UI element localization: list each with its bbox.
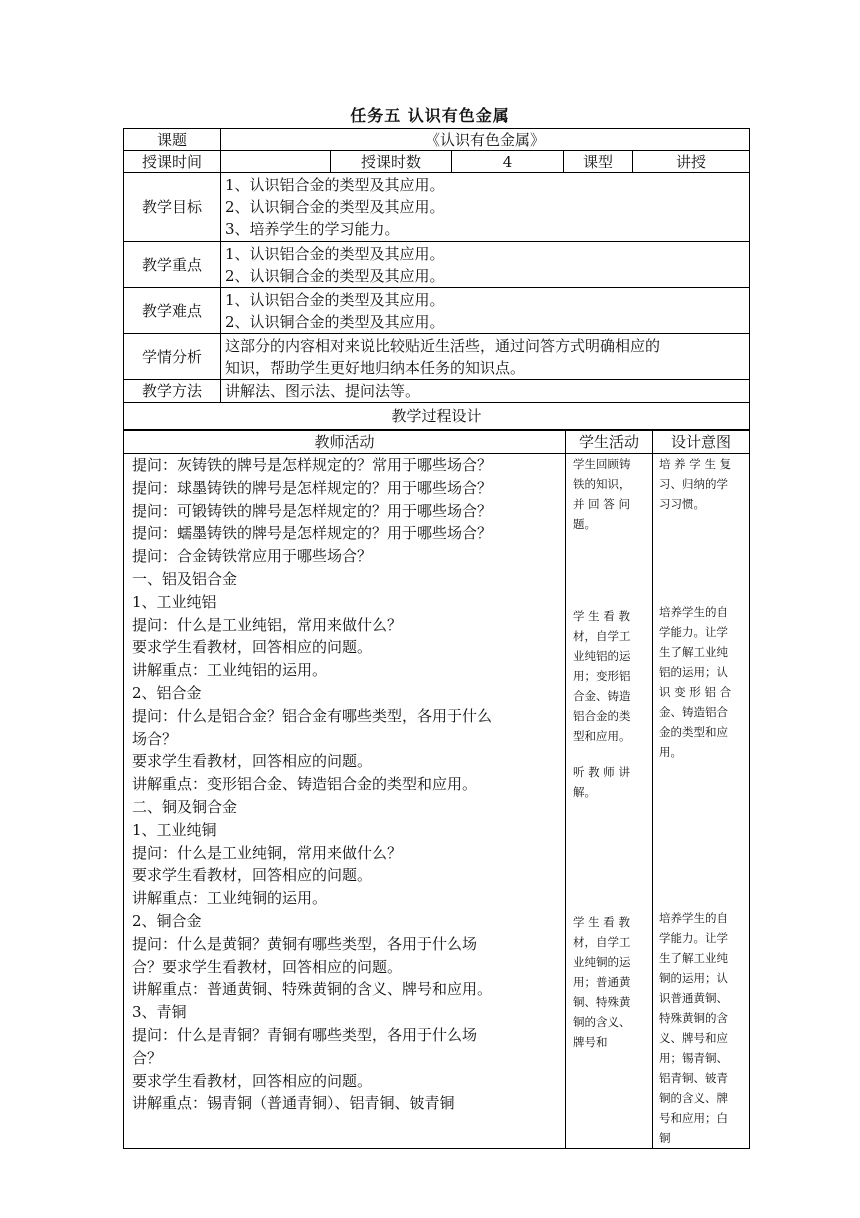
time-value	[221, 151, 331, 173]
analysis-text	[221, 334, 750, 380]
student-activity-line: 铜的含义、	[573, 1015, 631, 1029]
teacher-activity-line: 1、工业纯铝	[132, 592, 217, 611]
teacher-activity-line: 讲解重点：普通黄铜、特殊黄铜的含义、牌号和应用。	[132, 980, 493, 999]
teacher-activity-line: 合？	[132, 1048, 163, 1067]
design-intent-line: 铝青铜、铍青	[659, 1071, 728, 1085]
goal-item: 2、认识铜合金的类型及其应用。	[225, 198, 445, 216]
design-intent-line: 特殊黄铜的含	[659, 1011, 728, 1025]
design-intent-line: 学能力。让学	[659, 931, 728, 945]
design-intent-line: 培养学生的自	[659, 605, 728, 619]
process-title: 教学过程设计	[124, 403, 750, 430]
design-intent-line: 识普通黄铜、	[659, 991, 728, 1005]
teacher-activity-line: 提问：球墨铸铁的牌号是怎样规定的？用于哪些场合？	[132, 478, 493, 497]
teacher-activity-line: 要求学生看教材，回答相应的问题。	[132, 1071, 373, 1090]
student-activity-line: 业纯铝的运	[573, 649, 631, 663]
teacher-activity-line: 要求学生看教材，回答相应的问题。	[132, 638, 373, 657]
teacher-activity-line: 提问：合金铸铁常应用于哪些场合？	[132, 547, 373, 566]
student-activity-line: 学 生 看 教	[573, 915, 630, 929]
key-points-list	[221, 242, 750, 288]
student-activity-line: 并 回 答 问	[573, 497, 630, 511]
design-intent-line: 生了解工业纯	[659, 951, 728, 965]
design-intent-line: 用。	[659, 745, 682, 759]
student-activity-line: 用；普通黄	[573, 975, 631, 989]
design-intent-line: 识 变 形 铝 合	[659, 685, 732, 699]
analysis-row	[124, 334, 750, 380]
schedule-row	[124, 151, 750, 173]
teacher-activity-line: 一、铝及铝合金	[132, 569, 238, 588]
design-intent-line: 铜的运用；认	[659, 971, 728, 985]
student-activity-line: 铜、特殊黄	[573, 995, 631, 1009]
student-activity-line: 用；变形铝	[573, 669, 631, 683]
teacher-activity-line: 提问：什么是工业纯铜，常用来做什么？	[132, 843, 403, 862]
design-intent-cell	[653, 454, 750, 1149]
hours-value: 4	[452, 151, 564, 173]
design-block-aluminum	[659, 602, 745, 762]
design-intent-line: 习、归纳的学	[659, 477, 728, 491]
process-table	[123, 430, 750, 1149]
topic-value: 《认识有色金属》	[221, 129, 750, 151]
design-intent-line: 用；锡青铜、	[659, 1051, 728, 1065]
goals-list	[221, 173, 750, 242]
student-activity-line: 学 生 看 教	[573, 609, 630, 623]
student-activity-line: 合金、铸造	[573, 689, 631, 703]
design-intent-line: 学能力。让学	[659, 625, 728, 639]
teacher-activity-line: 讲解重点：变形铝合金、铸造铝合金的类型和应用。	[132, 775, 478, 794]
teacher-activity-line: 合？要求学生看教材，回答相应的问题。	[132, 957, 403, 976]
design-intent-line: 铜的含义、牌	[659, 1091, 728, 1105]
process-header-row	[124, 431, 750, 454]
col-teacher-header: 教师活动	[124, 431, 566, 454]
teacher-activity-line: 3、青铜	[132, 1003, 187, 1022]
teacher-activity-line: 提问：什么是黄铜？黄铜有哪些类型，各用于什么场	[132, 934, 478, 953]
design-block-review	[659, 454, 745, 514]
student-block-copper	[573, 912, 648, 1052]
analysis-label: 学情分析	[124, 334, 221, 380]
student-activity-line: 解。	[573, 785, 596, 799]
teacher-activity-line: 要求学生看教材，回答相应的问题。	[132, 866, 373, 885]
teacher-activity-line: 提问：灰铸铁的牌号是怎样规定的？常用于哪些场合？	[132, 456, 493, 474]
type-label: 课型	[564, 151, 633, 173]
student-activity-line: 题。	[573, 517, 596, 531]
teacher-activity-line: 2、铜合金	[132, 911, 202, 930]
design-intent-line: 培 养 学 生 复	[659, 457, 732, 471]
topic-row	[124, 129, 750, 151]
design-intent-line: 号和应用；白	[659, 1111, 728, 1125]
student-activity-cell	[566, 454, 653, 1149]
document-title: 任务五 认识有色金属	[350, 106, 510, 125]
methods-value: 讲解法、图示法、提问法等。	[221, 380, 750, 403]
lesson-plan-table	[123, 128, 750, 430]
difficulties-row	[124, 288, 750, 334]
student-activity-line	[573, 746, 648, 762]
student-activity-line: 牌号和	[573, 1035, 608, 1049]
goal-item: 1、认识铝合金的类型及其应用。	[225, 176, 445, 194]
difficulty-item: 1、认识铝合金的类型及其应用。	[225, 290, 445, 309]
type-value: 讲授	[633, 151, 750, 173]
hours-label: 授课时数	[331, 151, 452, 173]
teacher-activity-line: 场合？	[132, 729, 178, 748]
teacher-activity-line: 讲解重点：锡青铜（普通青铜）、铝青铜、铍青铜	[132, 1094, 455, 1113]
design-intent-line: 铝的运用；认	[659, 665, 728, 679]
design-intent-line: 铜	[659, 1131, 671, 1145]
col-design-header: 设计意图	[653, 431, 750, 454]
design-intent-line: 习习惯。	[659, 497, 705, 511]
process-body-row	[124, 454, 750, 1149]
teacher-activity-line: 2、铝合金	[132, 683, 202, 702]
key-point-item: 2、认识铜合金的类型及其应用。	[225, 266, 445, 285]
teacher-activity-line: 二、铜及铜合金	[132, 797, 238, 816]
process-title-row	[124, 403, 750, 430]
student-activity-line: 听 教 师 讲	[573, 765, 630, 779]
goals-label: 教学目标	[124, 173, 221, 242]
time-label: 授课时间	[124, 151, 221, 173]
teacher-activity-line: 讲解重点：工业纯铜的运用。	[132, 889, 328, 908]
design-intent-line: 金的类型和应	[659, 725, 728, 739]
teacher-activity-line: 提问：什么是铝合金？铝合金有哪些类型，各用于什么	[132, 706, 493, 725]
student-block-review	[573, 454, 648, 534]
difficulty-item: 2、认识铜合金的类型及其应用。	[225, 312, 445, 331]
analysis-line: 知识，帮助学生更好地归纳本任务的知识点。	[225, 358, 526, 377]
design-intent-line: 生了解工业纯	[659, 645, 728, 659]
teacher-activity-line: 提问：什么是青铜？青铜有哪些类型，各用于什么场	[132, 1025, 478, 1044]
analysis-line: 这部分的内容相对来说比较贴近生活些，通过问答方式明确相应的	[225, 336, 661, 355]
student-activity-line: 型和应用。	[573, 729, 631, 743]
goal-item: 3、培养学生的学习能力。	[225, 220, 400, 238]
difficulties-list	[221, 288, 750, 334]
teacher-activity-line: 提问：什么是工业纯铝，常用来做什么？	[132, 615, 403, 634]
student-activity-line: 学生回顾铸	[573, 457, 631, 471]
teacher-activity-line: 要求学生看教材，回答相应的问题。	[132, 752, 373, 771]
design-block-copper	[659, 908, 745, 1148]
key-points-row	[124, 242, 750, 288]
teacher-activity-line: 提问：蠕墨铸铁的牌号是怎样规定的？用于哪些场合？	[132, 524, 493, 543]
methods-row	[124, 380, 750, 403]
teacher-activity-line: 提问：可锻铸铁的牌号是怎样规定的？用于哪些场合？	[132, 501, 493, 520]
design-intent-line: 金、铸造铝合	[659, 705, 728, 719]
methods-label: 教学方法	[124, 380, 221, 403]
difficulties-label: 教学难点	[124, 288, 221, 334]
col-student-header: 学生活动	[566, 431, 653, 454]
student-activity-line: 材，自学工	[573, 935, 631, 949]
key-point-item: 1、认识铝合金的类型及其应用。	[225, 244, 445, 263]
design-intent-line: 义、牌号和应	[659, 1031, 728, 1045]
key-points-label: 教学重点	[124, 242, 221, 288]
topic-label: 课题	[124, 129, 221, 151]
teacher-activity-line: 讲解重点：工业纯铝的运用。	[132, 661, 328, 680]
student-activity-line: 铁的知识，	[573, 477, 631, 491]
student-activity-line: 铝合金的类	[573, 709, 631, 723]
student-block-aluminum	[573, 606, 648, 802]
student-activity-line: 材，自学工	[573, 629, 631, 643]
design-intent-line: 培养学生的自	[659, 911, 728, 925]
student-activity-line: 业纯铜的运	[573, 955, 631, 969]
goals-row	[124, 173, 750, 242]
teacher-activity-line: 1、工业纯铜	[132, 820, 217, 839]
teacher-activity-cell	[124, 454, 566, 1149]
